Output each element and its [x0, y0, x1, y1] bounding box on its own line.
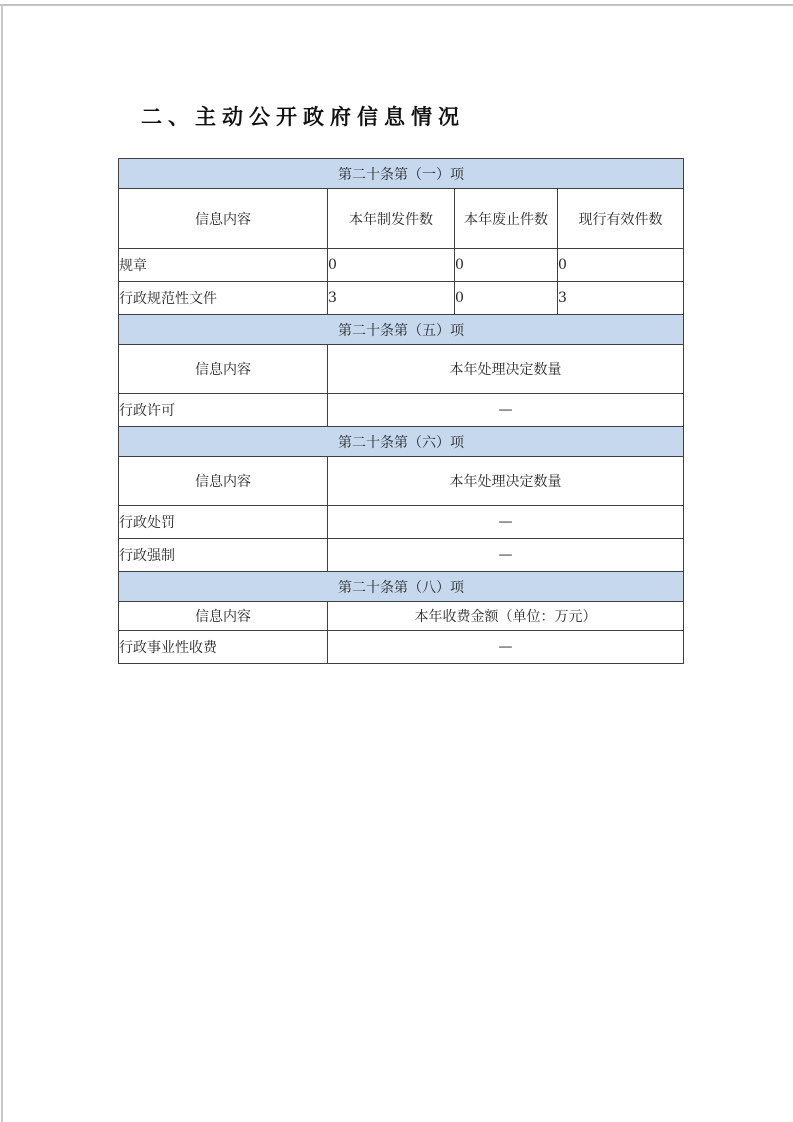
column-header-repealed-this-year: 本年废止件数	[455, 189, 558, 249]
cell-value: 0	[455, 282, 558, 315]
cell-value: —	[328, 631, 684, 664]
page-edge-left	[1, 4, 3, 1122]
row-label: 行政事业性收费	[119, 631, 328, 664]
cell-value: —	[328, 539, 684, 572]
cell-value: 3	[558, 282, 684, 315]
row-label: 行政规范性文件	[119, 282, 328, 315]
section-8-column-header-row	[119, 602, 684, 631]
table-row-administrative-fees	[119, 631, 684, 664]
section-6-column-header-row	[119, 457, 684, 506]
section-1-header-row	[119, 159, 684, 189]
disclosure-table	[118, 158, 684, 664]
cell-value: 3	[328, 282, 455, 315]
section-5-header-row	[119, 315, 684, 345]
column-header-decisions-this-year: 本年处理决定数量	[328, 457, 684, 506]
column-header-currently-effective: 现行有效件数	[558, 189, 684, 249]
column-header-info-content: 信息内容	[119, 189, 328, 249]
column-header-info-content: 信息内容	[119, 457, 328, 506]
table-row-regulations	[119, 249, 684, 282]
column-header-info-content: 信息内容	[119, 602, 328, 631]
section-8-header-row	[119, 572, 684, 602]
row-label: 行政强制	[119, 539, 328, 572]
section-5-column-header-row	[119, 345, 684, 394]
column-header-info-content: 信息内容	[119, 345, 328, 394]
section-1-header: 第二十条第（一）项	[119, 159, 684, 189]
row-label: 行政处罚	[119, 506, 328, 539]
section-1-column-header-row	[119, 189, 684, 249]
table-row-administrative-penalty	[119, 506, 684, 539]
row-label: 规章	[119, 249, 328, 282]
table-row-administrative-licensing	[119, 394, 684, 427]
column-header-issued-this-year: 本年制发件数	[328, 189, 455, 249]
table-row-administrative-coercion	[119, 539, 684, 572]
section-6-header: 第二十条第（六）项	[119, 427, 684, 457]
section-title: 二、主动公开政府信息情况	[141, 105, 465, 129]
row-label: 行政许可	[119, 394, 328, 427]
column-header-fees-this-year: 本年收费金额（单位：万元）	[328, 602, 684, 631]
cell-value: 0	[558, 249, 684, 282]
cell-value: 0	[455, 249, 558, 282]
table-row-normative-documents	[119, 282, 684, 315]
section-8-header: 第二十条第（八）项	[119, 572, 684, 602]
cell-value: —	[328, 394, 684, 427]
section-5-header: 第二十条第（五）项	[119, 315, 684, 345]
cell-value: 0	[328, 249, 455, 282]
page-edge-top	[0, 4, 793, 6]
column-header-decisions-this-year: 本年处理决定数量	[328, 345, 684, 394]
section-6-header-row	[119, 427, 684, 457]
cell-value: —	[328, 506, 684, 539]
